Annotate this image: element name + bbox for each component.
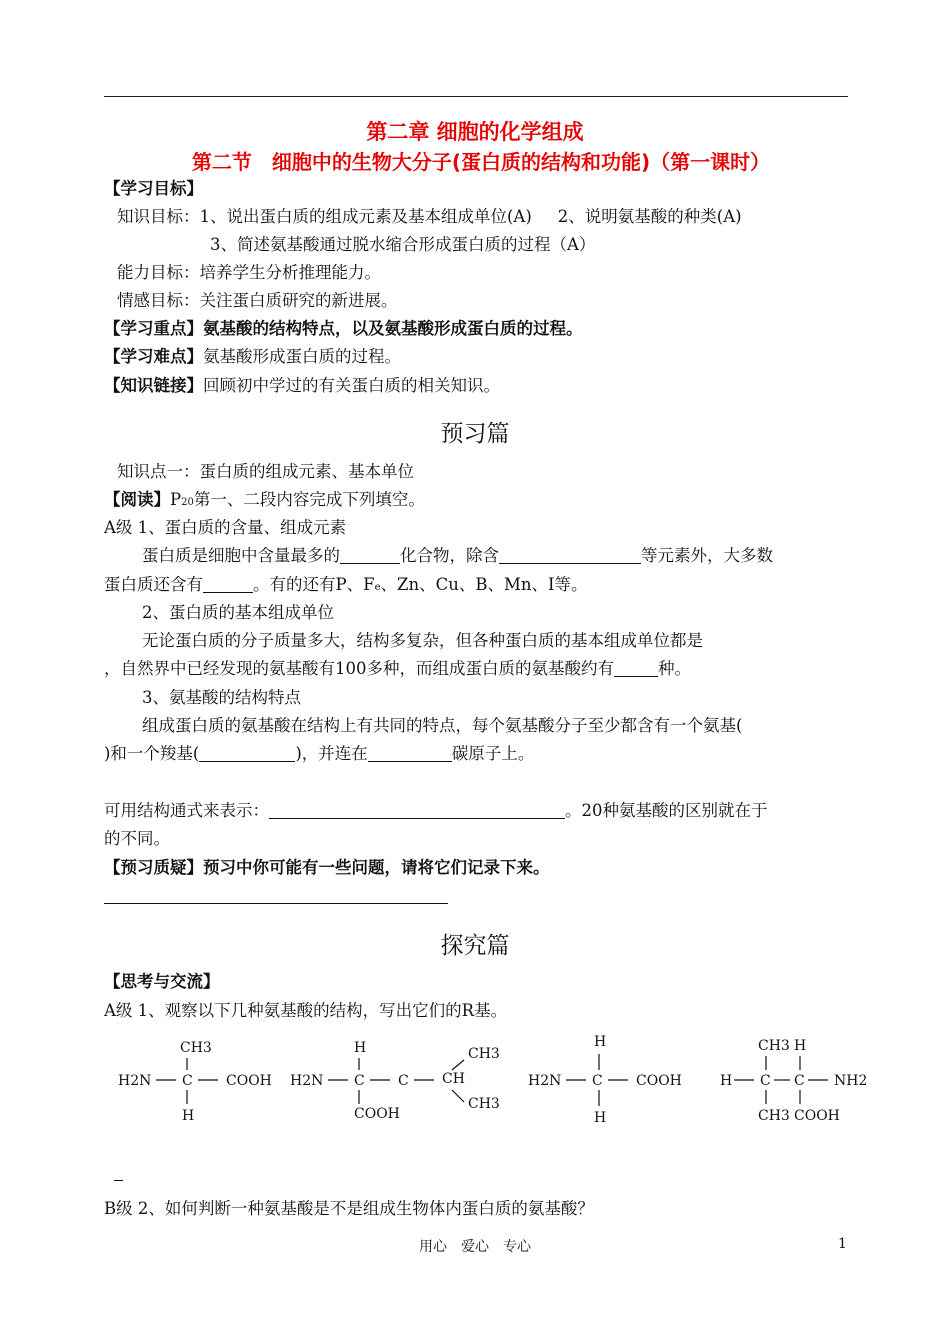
- emotion-objective: 情感目标：关注蛋白质研究的新进展。: [117, 291, 398, 310]
- fill-line-2: 蛋白质还含有 。有的还有P、Fe、Zn、Cu、B、Mn、I等。: [104, 575, 588, 594]
- knowledge-link: 【知识链接】回顾初中学过的有关蛋白质的相关知识。: [104, 376, 500, 395]
- level-a-explore-1: A级 1、观察以下几种氨基酸的结构，写出它们的R基。: [104, 1001, 508, 1020]
- blank-carbon[interactable]: [368, 745, 452, 762]
- blank-carboxyl[interactable]: [199, 745, 295, 762]
- mol1-top: CH3: [180, 1040, 212, 1056]
- mol3-center: C: [592, 1073, 603, 1089]
- header-rule: [104, 96, 848, 97]
- mol2-center: C: [354, 1073, 365, 1089]
- mol2-bond-up: [452, 1060, 464, 1070]
- mol2-ch3-bottom: CH3: [468, 1096, 500, 1112]
- mol1-bottom: H: [182, 1108, 195, 1124]
- think-exchange-heading: 【思考与交流】: [104, 972, 220, 991]
- mol3-right: COOH: [636, 1073, 682, 1089]
- knowledge-objective-3: 3、简述氨基酸通过脱水缩合形成蛋白质的过程（A）: [210, 235, 596, 254]
- mol4-left: H: [720, 1073, 733, 1089]
- molecule-alanine: [112, 1030, 282, 1130]
- mol2-top: H: [354, 1040, 367, 1056]
- fill-line-1: 蛋白质是细胞中含量最多的 化合物，除含 等元素外，大多数: [142, 546, 773, 565]
- question-2: 2、蛋白质的基本组成单位: [142, 603, 334, 622]
- blank-amino-count[interactable]: [614, 660, 658, 677]
- mol4-top2: H: [794, 1038, 807, 1054]
- mol1-left: H2N: [118, 1073, 152, 1089]
- mol3-top: H: [594, 1034, 607, 1050]
- knowledge-objective: 知识目标：1、说出蛋白质的组成元素及基本组成单位(A) 2、说明氨基酸的种类(A): [117, 207, 742, 226]
- mol2-bond-down: [452, 1090, 464, 1102]
- knowledge-point-1: 知识点一：蛋白质的组成元素、基本单位: [117, 462, 414, 481]
- key-focus: 【学习重点】氨基酸的结构特点，以及氨基酸形成蛋白质的过程。: [104, 319, 583, 338]
- mol4-right: NH2: [834, 1073, 868, 1089]
- molecule-four: [716, 1030, 878, 1130]
- doubt-answer-line[interactable]: [104, 903, 448, 904]
- blank-extra-element[interactable]: [203, 576, 253, 593]
- footer-motto: 用心 爱心 专心: [419, 1239, 531, 1255]
- explore-heading: 探究篇: [440, 933, 510, 959]
- fill-line-6: )和一个羧基( )，并连在 碳原子上。: [104, 744, 535, 763]
- objectives-heading: 【学习目标】: [104, 179, 203, 198]
- mol4-c1: C: [760, 1073, 771, 1089]
- section-title: 第二节 细胞中的生物大分子(蛋白质的结构和功能)（第一课时）: [191, 150, 771, 174]
- ability-objective: 能力目标：培养学生分析推理能力。: [117, 263, 381, 282]
- page-number: 1: [838, 1236, 847, 1252]
- molecule-glycine: [524, 1030, 694, 1130]
- level-b-explore-2: B级 2、如何判断一种氨基酸是不是组成生物体内蛋白质的氨基酸？: [104, 1199, 594, 1218]
- blank-elements[interactable]: [499, 547, 641, 564]
- mol4-c2: C: [794, 1073, 805, 1089]
- fill-line-4: ，自然界中已经发现的氨基酸有100多种，而组成蛋白质的氨基酸约有 种。: [104, 659, 691, 678]
- fill-line-3: 无论蛋白质的分子质量多大，结构多复杂，但各种蛋白质的基本组成单位都是: [142, 631, 703, 650]
- preview-doubt: 【预习质疑】预习中你可能有一些问题，请将它们记录下来。: [104, 858, 550, 877]
- mol3-left: H2N: [528, 1073, 562, 1089]
- mol2-ch: CH: [442, 1071, 465, 1087]
- mol4-bottom2: COOH: [794, 1108, 840, 1124]
- answer-dash: [114, 1180, 123, 1181]
- question-3: 3、氨基酸的结构特点: [142, 688, 301, 707]
- reading-instruction: 【阅读】P20第一、二段内容完成下列填空。: [104, 490, 425, 509]
- blank-compound[interactable]: [340, 547, 400, 564]
- mol4-top1: CH3: [758, 1038, 790, 1054]
- mol2-left: H2N: [290, 1073, 324, 1089]
- mol2-bottom: COOH: [354, 1106, 400, 1122]
- fill-line-7: 可用结构通式来表示： 。20种氨基酸的区别就在于: [104, 801, 768, 820]
- level-a-item-1: A级 1、蛋白质的含量、组成元素: [104, 518, 347, 537]
- mol2-c2: C: [398, 1073, 409, 1089]
- blank-general-formula[interactable]: [269, 802, 565, 819]
- chapter-title: 第二章 细胞的化学组成: [366, 120, 584, 144]
- key-difficulty: 【学习难点】氨基酸形成蛋白质的过程。: [104, 347, 401, 366]
- mol1-right: COOH: [226, 1073, 272, 1089]
- molecule-valine: [288, 1030, 514, 1130]
- mol3-bottom: H: [594, 1110, 607, 1126]
- mol4-bottom1: CH3: [758, 1108, 790, 1124]
- preview-heading: 预习篇: [440, 421, 510, 447]
- fill-line-5: 组成蛋白质的氨基酸在结构上有共同的特点，每个氨基酸分子至少都含有一个氨基(: [142, 716, 743, 735]
- mol1-center: C: [182, 1073, 193, 1089]
- fill-line-8: 的不同。: [104, 829, 170, 848]
- mol2-ch3-top: CH3: [468, 1046, 500, 1062]
